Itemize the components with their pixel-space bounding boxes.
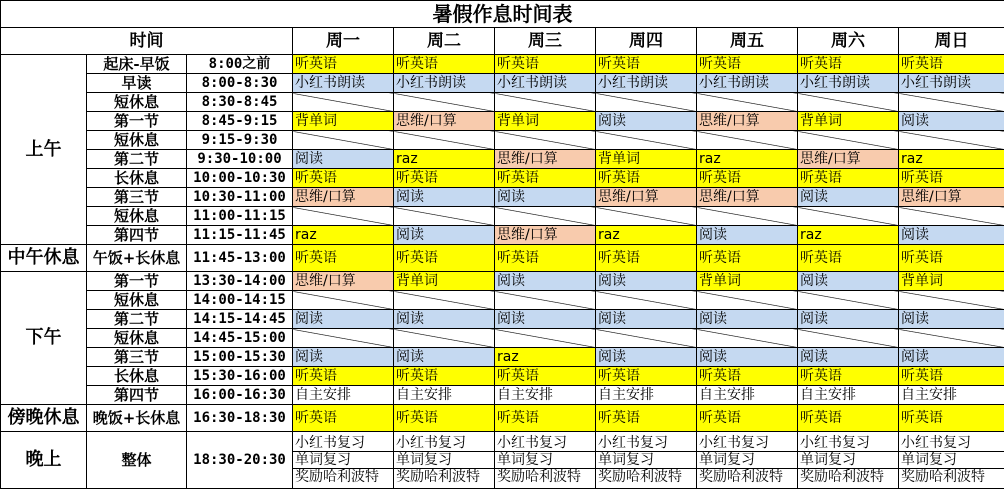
activity-cell: 听英语 [293,169,394,188]
break-cell [899,131,1004,150]
activity-line: 奖励哈利波特 [497,469,581,485]
activity-cell: 背单词 [495,112,596,131]
time-range: 8:30-8:45 [187,93,293,112]
activity-cell: 思维/口算 [293,272,394,291]
schedule-row [1,169,1004,188]
break-cell [495,291,596,310]
activity-cell: raz [798,226,899,245]
schedule-row [1,245,1004,272]
schedule-row [1,291,1004,310]
schedule-row [1,310,1004,329]
slot-label: 第一节 [87,272,187,291]
activity-line: 小红书复习 [899,435,1004,452]
schedule-row [1,55,1004,74]
activity-cell: raz [697,150,798,169]
activity-cell: 听英语 [798,367,899,386]
header-day-thu: 周四 [596,28,697,55]
activity-cell: 小红书朗读 [495,74,596,93]
break-cell [293,93,394,112]
activity-cell: 阅读 [596,112,697,131]
activity-cell: 听英语 [495,367,596,386]
break-cell [495,131,596,150]
activity-cell: 听英语 [495,405,596,432]
activity-cell: 阅读 [394,188,495,207]
activity-cell: 听英语 [394,55,495,74]
time-range: 15:00-15:30 [187,348,293,367]
header-day-tue: 周二 [394,28,495,55]
slot-label: 第三节 [87,188,187,207]
break-cell [899,93,1004,112]
activity-cell: 思维/口算 [697,188,798,207]
header-day-sat: 周六 [798,28,899,55]
slot-label: 晚饭+长休息 [87,405,187,432]
evening-activities-thu [596,432,697,489]
activity-cell: 听英语 [798,169,899,188]
activity-cell: 阅读 [394,226,495,245]
activity-cell: 自主安排 [293,386,394,405]
activity-cell: 听英语 [293,245,394,272]
slot-label: 午饭+长休息 [87,245,187,272]
activity-line: 小红书复习 [596,435,696,452]
activity-cell: 听英语 [697,55,798,74]
activity-cell: 思维/口算 [495,226,596,245]
slot-label: 第四节 [87,226,187,245]
activity-line: 奖励哈利波特 [901,469,985,485]
activity-cell: 思维/口算 [394,112,495,131]
activity-cell: 思维/口算 [293,188,394,207]
period-evening-rest: 傍晚休息 [1,405,87,432]
break-cell [495,207,596,226]
activity-cell: 小红书朗读 [798,74,899,93]
time-range: 11:15-11:45 [187,226,293,245]
break-cell [293,131,394,150]
activity-cell: 阅读 [293,348,394,367]
time-range: 13:30-14:00 [187,272,293,291]
evening-activities-wed [495,432,596,489]
activity-cell: 听英语 [293,367,394,386]
activity-cell: 听英语 [293,55,394,74]
activity-cell: 听英语 [495,245,596,272]
schedule-row [1,74,1004,93]
activity-cell: 阅读 [697,310,798,329]
schedule-row [1,348,1004,367]
schedule-row [1,367,1004,386]
break-cell [899,329,1004,348]
break-cell [697,93,798,112]
activity-cell: 思维/口算 [596,188,697,207]
activity-line: 单词复习 [293,452,393,469]
time-range: 10:00-10:30 [187,169,293,188]
activity-cell: 阅读 [394,310,495,329]
activity-cell: 阅读 [899,226,1004,245]
break-cell [394,329,495,348]
break-cell [798,207,899,226]
activity-cell: 小红书朗读 [293,74,394,93]
activity-cell: 背单词 [596,150,697,169]
activity-cell: 听英语 [495,55,596,74]
evening-activities-tue [394,432,495,489]
activity-cell: 听英语 [596,169,697,188]
period-afternoon: 下午 [1,272,87,405]
activity-cell: 听英语 [697,367,798,386]
activity-cell: 阅读 [798,310,899,329]
break-cell [394,93,495,112]
activity-cell: 思维/口算 [697,112,798,131]
activity-cell: 小红书朗读 [697,74,798,93]
time-range: 11:45-13:00 [187,245,293,272]
time-range: 11:00-11:15 [187,207,293,226]
break-cell [697,329,798,348]
time-range: 9:15-9:30 [187,131,293,150]
schedule-row [1,226,1004,245]
break-cell [495,329,596,348]
activity-line: 奖励哈利波特 [800,469,884,485]
slot-label: 整体 [87,432,187,489]
period-noon: 中午休息 [1,245,87,272]
break-cell [596,131,697,150]
activity-cell: 背单词 [798,112,899,131]
activity-cell: 小红书朗读 [899,74,1004,93]
activity-cell: 阅读 [899,348,1004,367]
slot-label: 早读 [87,74,187,93]
slot-label: 短休息 [87,291,187,310]
activity-cell: 听英语 [495,169,596,188]
activity-cell: 阅读 [495,310,596,329]
activity-cell: 思维/口算 [899,188,1004,207]
activity-cell: 自主安排 [798,386,899,405]
activity-cell: 听英语 [394,405,495,432]
slot-label: 短休息 [87,329,187,348]
activity-line: 奖励哈利波特 [598,469,682,485]
activity-cell: 听英语 [394,367,495,386]
activity-cell: 阅读 [697,226,798,245]
break-cell [293,329,394,348]
schedule-row [1,432,1004,489]
activity-line: 小红书复习 [293,435,393,452]
activity-cell: 阅读 [596,272,697,291]
activity-line: 小红书复习 [697,435,797,452]
break-cell [596,207,697,226]
activity-cell: 听英语 [798,55,899,74]
evening-activities-mon [293,432,394,489]
time-range: 8:00之前 [187,55,293,74]
period-morning: 上午 [1,55,87,245]
activity-cell: 背单词 [899,272,1004,291]
activity-cell: 听英语 [596,367,697,386]
activity-line: 奖励哈利波特 [295,469,379,485]
time-range: 16:30-18:30 [187,405,293,432]
slot-label: 第一节 [87,112,187,131]
activity-cell: 小红书朗读 [596,74,697,93]
activity-cell: raz [596,226,697,245]
activity-cell: 阅读 [495,188,596,207]
activity-cell: 背单词 [697,272,798,291]
header-time: 时间 [1,28,293,55]
activity-line: 奖励哈利波特 [699,469,783,485]
break-cell [495,93,596,112]
header-day-mon: 周一 [293,28,394,55]
activity-cell: 阅读 [899,310,1004,329]
schedule-row [1,272,1004,291]
break-cell [798,291,899,310]
activity-line: 单词复习 [394,452,494,469]
period-night: 晚上 [1,432,87,489]
activity-cell: 阅读 [394,348,495,367]
activity-line: 小红书复习 [394,435,494,452]
slot-label: 短休息 [87,131,187,150]
activity-cell: 听英语 [293,405,394,432]
break-cell [394,131,495,150]
activity-cell: 阅读 [596,310,697,329]
slot-label: 长休息 [87,367,187,386]
schedule-row [1,93,1004,112]
slot-label: 起床-早饭 [87,55,187,74]
activity-cell: raz [495,348,596,367]
schedule-row [1,131,1004,150]
activity-cell: 思维/口算 [495,150,596,169]
activity-cell: 阅读 [899,112,1004,131]
activity-cell: 听英语 [596,55,697,74]
activity-cell: 听英语 [596,245,697,272]
evening-activities-sun [899,432,1004,489]
schedule-row [1,188,1004,207]
activity-cell: raz [293,226,394,245]
activity-cell: 阅读 [495,272,596,291]
activity-line: 单词复习 [798,452,898,469]
time-range: 15:30-16:00 [187,367,293,386]
activity-cell: 阅读 [293,150,394,169]
break-cell [697,291,798,310]
activity-line: 小红书复习 [798,435,898,452]
slot-label: 第三节 [87,348,187,367]
activity-cell: 听英语 [899,169,1004,188]
evening-activities-fri [697,432,798,489]
activity-cell: 阅读 [798,348,899,367]
activity-cell: 听英语 [394,169,495,188]
activity-cell: 背单词 [394,272,495,291]
schedule-row [1,150,1004,169]
time-range: 18:30-20:30 [187,432,293,489]
activity-cell: 自主安排 [495,386,596,405]
activity-cell: 听英语 [899,245,1004,272]
activity-cell: 听英语 [697,169,798,188]
schedule-row [1,405,1004,432]
time-range: 14:15-14:45 [187,310,293,329]
time-range: 14:45-15:00 [187,329,293,348]
break-cell [899,291,1004,310]
evening-activities-sat [798,432,899,489]
break-cell [798,329,899,348]
time-range: 8:00-8:30 [187,74,293,93]
header-day-wed: 周三 [495,28,596,55]
activity-cell: 听英语 [798,245,899,272]
break-cell [394,291,495,310]
schedule-row [1,207,1004,226]
activity-cell: 听英语 [899,367,1004,386]
activity-cell: 阅读 [798,188,899,207]
activity-cell: raz [899,150,1004,169]
activity-cell: 听英语 [697,405,798,432]
activity-cell: 阅读 [293,310,394,329]
break-cell [596,291,697,310]
break-cell [293,207,394,226]
break-cell [697,131,798,150]
break-cell [293,291,394,310]
activity-cell: 阅读 [798,272,899,291]
activity-cell: 听英语 [899,55,1004,74]
activity-cell: 阅读 [697,348,798,367]
activity-cell: 背单词 [293,112,394,131]
activity-line: 单词复习 [596,452,696,469]
schedule-row [1,112,1004,131]
activity-cell: 自主安排 [596,386,697,405]
time-range: 9:30-10:00 [187,150,293,169]
activity-cell: 听英语 [394,245,495,272]
break-cell [394,207,495,226]
time-range: 16:00-16:30 [187,386,293,405]
slot-label: 短休息 [87,93,187,112]
page-title: 暑假作息时间表 [1,1,1004,28]
activity-cell: 自主安排 [899,386,1004,405]
activity-cell: 听英语 [596,405,697,432]
activity-cell: raz [394,150,495,169]
activity-cell: 思维/口算 [798,150,899,169]
activity-line: 奖励哈利波特 [396,469,480,485]
time-range: 14:00-14:15 [187,291,293,310]
activity-cell: 听英语 [798,405,899,432]
activity-line: 小红书复习 [495,435,595,452]
break-cell [596,93,697,112]
break-cell [596,329,697,348]
schedule-row [1,386,1004,405]
activity-cell: 自主安排 [697,386,798,405]
header-day-sun: 周日 [899,28,1004,55]
activity-line: 单词复习 [899,452,1004,469]
slot-label: 第二节 [87,310,187,329]
slot-label: 第四节 [87,386,187,405]
time-range: 8:45-9:15 [187,112,293,131]
header-day-fri: 周五 [697,28,798,55]
activity-cell: 听英语 [899,405,1004,432]
slot-label: 第二节 [87,150,187,169]
break-cell [798,93,899,112]
activity-cell: 小红书朗读 [394,74,495,93]
activity-cell: 阅读 [596,348,697,367]
schedule-row [1,329,1004,348]
break-cell [798,131,899,150]
break-cell [899,207,1004,226]
slot-label: 短休息 [87,207,187,226]
break-cell [697,207,798,226]
activity-cell: 自主安排 [394,386,495,405]
time-range: 10:30-11:00 [187,188,293,207]
activity-cell: 听英语 [697,245,798,272]
activity-line: 单词复习 [495,452,595,469]
activity-line: 单词复习 [697,452,797,469]
slot-label: 长休息 [87,169,187,188]
